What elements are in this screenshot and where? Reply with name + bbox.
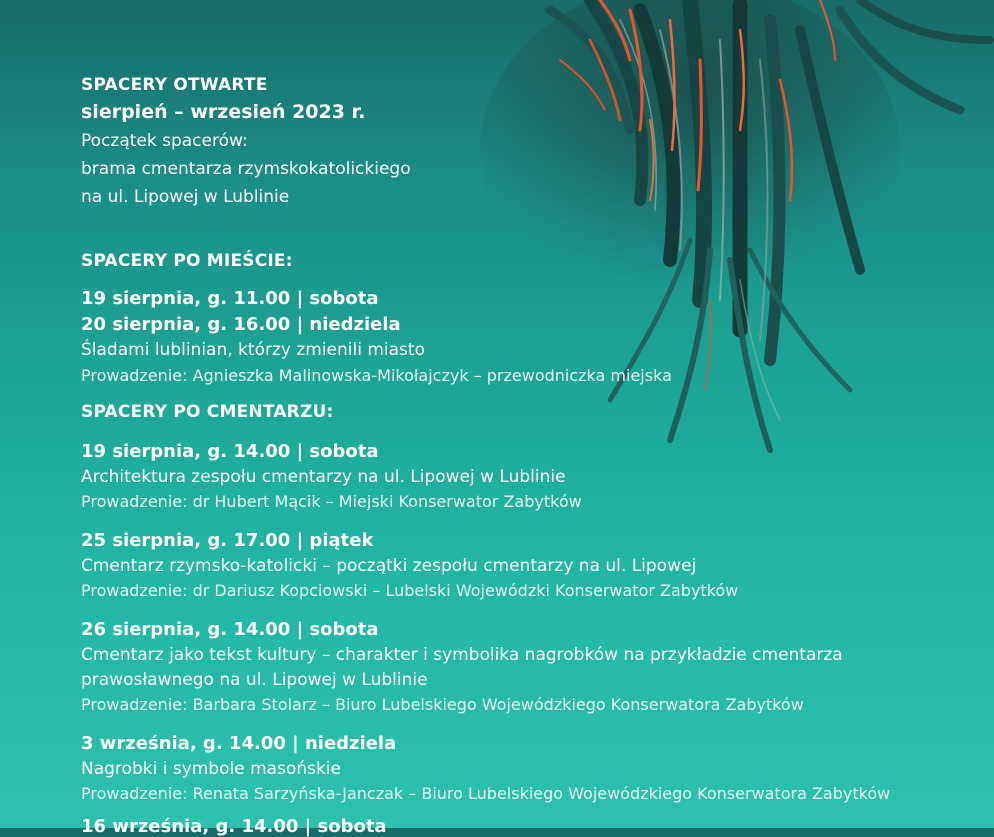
event-date: 20 sierpnia, g. 16.00 | niedziela bbox=[81, 314, 401, 335]
cemetery-heading: SPACERY PO CMENTARZU: bbox=[81, 402, 334, 422]
intro-start-place-line-1: brama cmentarza rzymskokatolickiego bbox=[81, 159, 411, 179]
intro-dates: sierpień – wrzesień 2023 r. bbox=[81, 101, 366, 123]
event-leader: Prowadzenie: dr Dariusz Kopciowski – Lubelski Wojewódzki Konserwator Zabytków bbox=[81, 581, 739, 600]
event-leader: Prowadzenie: Barbara Stolarz – Biuro Lubelskiego Wojewódzkiego Konserwatora Zabytków bbox=[81, 695, 804, 714]
event-leader: Prowadzenie: Renata Sarzyńska-Janczak – Biuro Lubelskiego Wojewódzkiego Konserwatora Zabytków bbox=[81, 784, 891, 803]
event-date: 26 sierpnia, g. 14.00 | sobota bbox=[81, 619, 379, 640]
intro-start-place-line-2: na ul. Lipowej w Lublinie bbox=[81, 187, 290, 207]
event-date: 3 września, g. 14.00 | niedziela bbox=[81, 733, 397, 754]
event-title: Śladami lublinian, którzy zmienili miasto bbox=[81, 340, 425, 360]
event-date: 16 września, g. 14.00 | sobota bbox=[81, 816, 387, 837]
event-leader: Prowadzenie: dr Hubert Mącik – Miejski Konserwator Zabytków bbox=[81, 492, 582, 511]
intro-heading: SPACERY OTWARTE bbox=[81, 75, 268, 95]
event-date: 19 sierpnia, g. 11.00 | sobota bbox=[81, 288, 379, 309]
event-leader: Prowadzenie: Agnieszka Malinowska-Mikołajczyk – przewodniczka miejska bbox=[81, 366, 672, 385]
event-title-line-1: Cmentarz jako tekst kultury – charakter i symbolika nagrobków na przykładzie cmentarza bbox=[81, 645, 843, 665]
event-date: 19 sierpnia, g. 14.00 | sobota bbox=[81, 441, 379, 462]
event-title: Nagrobki i symbole masońskie bbox=[81, 759, 341, 779]
bird-illustration bbox=[440, 0, 994, 470]
intro-start-label: Początek spacerów: bbox=[81, 131, 248, 151]
city-heading: SPACERY PO MIEŚCIE: bbox=[81, 251, 293, 271]
event-title: Architektura zespołu cmentarzy na ul. Lipowej w Lublinie bbox=[81, 467, 566, 487]
event-title-line-2: prawosławnego na ul. Lipowej w Lublinie bbox=[81, 670, 428, 690]
event-title: Cmentarz rzymsko-katolicki – początki zespołu cmentarzy na ul. Lipowej bbox=[81, 556, 697, 576]
event-date: 25 sierpnia, g. 17.00 | piątek bbox=[81, 530, 374, 551]
